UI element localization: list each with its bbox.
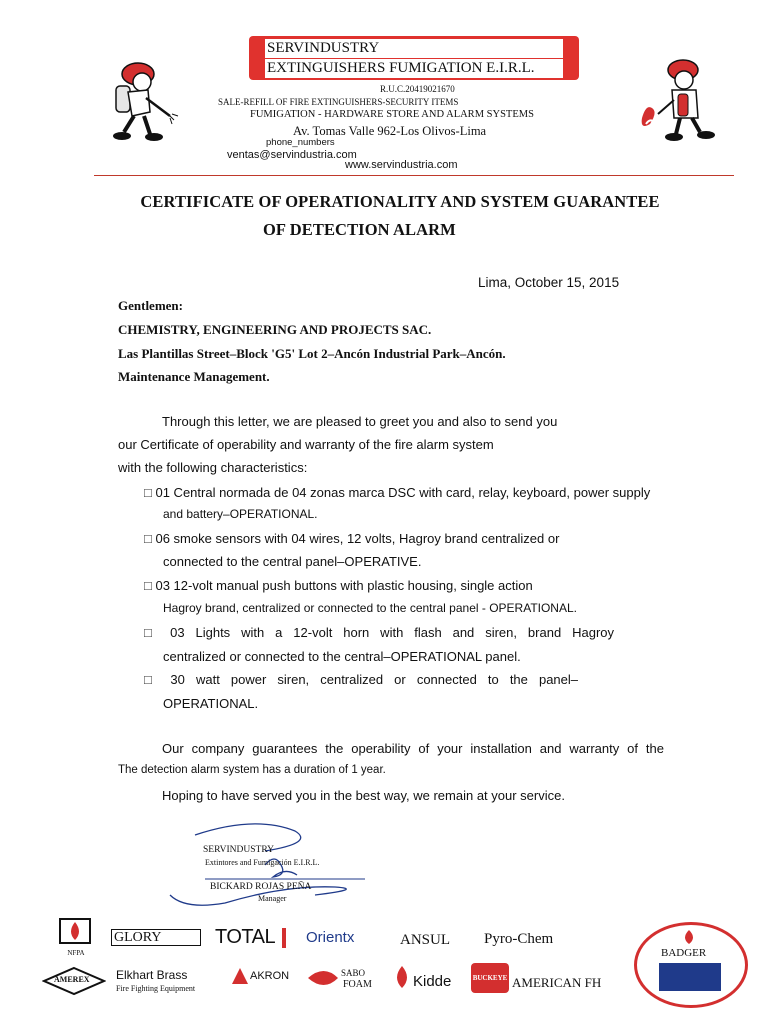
badger-flame-icon	[681, 929, 697, 945]
list-item-continuation: Hagroy brand, centralized or connected to the central panel - OPERATIONAL.	[163, 601, 577, 615]
salutation: Gentlemen:	[118, 298, 183, 313]
nfpa-flame-icon	[58, 918, 94, 944]
amerex-logo: AMEREX	[42, 966, 106, 996]
buckeye-logo: BUCKEYE	[471, 963, 509, 993]
firefighter-mascot-right-icon	[628, 56, 720, 146]
list-item	[144, 625, 614, 640]
nfpa-logo: NFPA	[58, 918, 94, 954]
company-name-line2: EXTINGUISHERS FUMIGATION E.I.R.L.	[265, 59, 563, 78]
list-item-continuation: and battery–OPERATIONAL.	[163, 507, 318, 521]
closing-line1: Our company guarantees the operability of your installation and warranty of the	[162, 741, 664, 756]
kidde-flame-icon	[392, 964, 412, 990]
signer-role: Manager	[258, 894, 287, 903]
pyro-chem-logo: Pyro-Chem	[484, 931, 554, 947]
intro-line2: our Certificate of operability and warranty of the fire alarm system	[118, 437, 494, 452]
list-item-text: 03 12-volt manual push buttons with plastic housing, single action	[155, 578, 533, 593]
company-website[interactable]: www.servindustria.com	[345, 159, 458, 171]
stamp-company: SERVINDUSTRY	[203, 845, 275, 855]
intro-line1: Through this letter, we are pleased to greet you and also to send you	[162, 414, 558, 429]
glory-logo: GLORY	[111, 929, 201, 946]
letter-date: Lima, October 15, 2015	[478, 275, 620, 290]
list-item	[144, 531, 610, 546]
company-name-line1: SERVINDUSTRY	[265, 39, 563, 58]
akron-logo: AKRON	[250, 970, 290, 982]
signer-name: BICKARD ROJAS PEÑA	[210, 882, 312, 892]
recipient-company: CHEMISTRY, ENGINEERING AND PROJECTS SAC.	[118, 322, 432, 337]
intro-line3: with the following characteristics:	[118, 460, 308, 475]
company-address: Av. Tomas Valle 962-Los Olivos-Lima	[293, 124, 487, 135]
list-item	[144, 672, 578, 687]
company-banner	[249, 36, 579, 80]
orientx-logo: Orientx	[306, 929, 355, 946]
certificate-title-line1: CERTIFICATE OF OPERATIONALITY AND SYSTEM GUARANTEE	[140, 192, 660, 211]
list-item	[144, 485, 674, 500]
total-logo: TOTAL	[215, 926, 276, 948]
closing-line2: The detection alarm system has a duration of 1 year.	[118, 764, 386, 776]
list-item	[144, 578, 533, 593]
services-line1: SALE-REFILL OF FIRE EXTINGUISHERS-SECURITY ITEMS	[218, 97, 459, 107]
list-item-continuation: centralized or connected to the central–OPERATIONAL panel.	[163, 649, 521, 664]
badger-logo: BADGER	[634, 922, 748, 1008]
closing-line3: Hoping to have served you in the best way, we remain at your service.	[162, 788, 565, 803]
checkbox-icon: □	[144, 672, 160, 687]
checkbox-icon: □	[144, 485, 152, 500]
company-email[interactable]: ventas@servindustria.com	[227, 149, 357, 161]
list-item-continuation: connected to the central panel–OPERATIVE.	[163, 554, 422, 569]
certificate-title-line2: OF DETECTION ALARM	[263, 220, 456, 239]
recipient-department: Maintenance Management.	[118, 369, 270, 384]
list-item-text: 06 smoke sensors with 04 wires, 12 volts, Hagroy brand centralized or	[155, 531, 560, 546]
services-line2: FUMIGATION - HARDWARE STORE AND ALARM SYSTEMS	[250, 109, 534, 120]
firefighter-mascot-left-icon	[88, 56, 180, 146]
checkbox-icon: □	[144, 578, 152, 593]
stamp-subtitle: Extintores and Fumigación E.I.R.L.	[205, 858, 320, 867]
recipient-address: Las Plantillas Street–Block 'G5' Lot 2–Ancón Industrial Park–Ancón.	[118, 346, 506, 361]
list-item-text: 03 Lights with a 12-volt horn with flash and siren, brand Hagroy	[170, 625, 614, 640]
kidde-logo: Kidde	[413, 973, 452, 990]
list-item-text: 30 watt power siren, centralized or connected to the panel–	[170, 672, 579, 687]
list-item-text: 01 Central normada de 04 zonas marca DSC with card, relay, keyboard, power supply	[155, 485, 651, 500]
sabo-foam-icon	[306, 968, 340, 988]
sabo-logo: SABO	[341, 968, 366, 978]
list-item-continuation: OPERATIONAL.	[163, 696, 259, 711]
checkbox-icon: □	[144, 531, 152, 546]
badger-emblem-icon	[659, 963, 721, 991]
akron-icon	[230, 966, 250, 986]
checkbox-icon: □	[144, 625, 160, 640]
american-fh-logo: AMERICAN FH	[512, 975, 602, 990]
total-logo-bar	[282, 928, 286, 948]
elkhart-brass-logo: Elkhart Brass	[116, 968, 188, 982]
sabo-foam-logo: FOAM	[343, 979, 372, 990]
ruc-number: R.U.C.20419021670	[380, 84, 455, 94]
company-phone: phone_numbers	[266, 137, 335, 148]
ansul-logo: ANSUL	[400, 932, 451, 948]
header-divider	[94, 175, 734, 176]
elkhart-subtitle: Fire Fighting Equipment	[116, 984, 196, 993]
